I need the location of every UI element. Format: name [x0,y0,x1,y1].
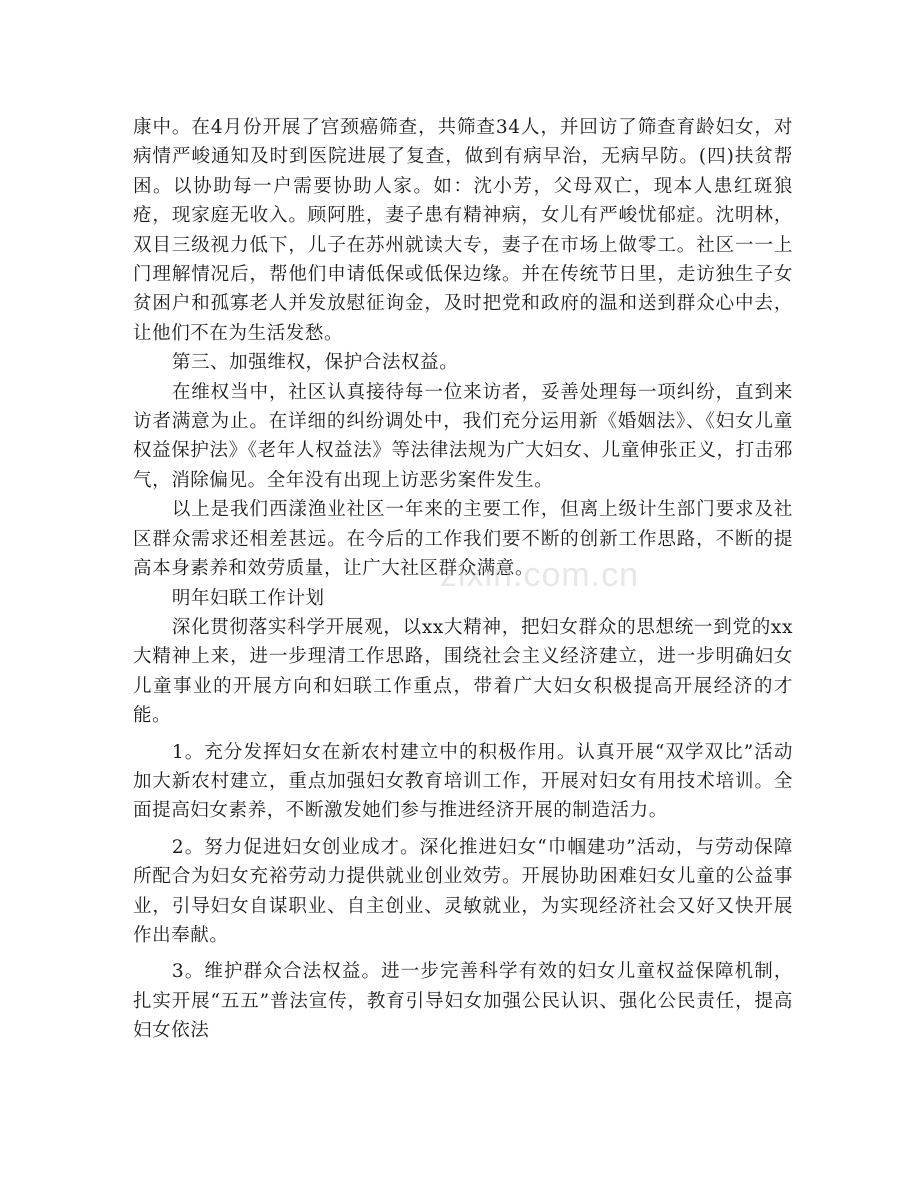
paragraph-4: 以上是我们西漾渔业社区一年来的主要工作，但离上级计生部门要求及社区群众需求还相差甚远。在今后的工作我们要不断的创新工作思路，不断的提高本身素养和效劳质量，让广大社区群众满意。 [133,499,793,580]
paragraph-3: 在维权当中，社区认真接待每一位来访者，妥善处理每一项纠纷，直到来访者满意为止。在详细的纠纷调处中，我们充分运用新《婚姻法》、《妇女儿童权益保护法》《老年人权益法》等法律法规为广大妇女、儿童伸张正义，打击邪气，消除偏见。全年没有出现上访恶劣案件发生。 [133,381,793,491]
paragraph-1: 康中。在4月份开展了宫颈癌筛查，共筛查34人，并回访了筛查育龄妇女，对病情严峻通知及时到医院进展了复查，做到有病早治，无病早防。(四)扶贫帮困。以协助每一户需要协助人家。如：沈小芳，父母双亡，现本人患红斑狼疮，现家庭无收入。顾阿胜，妻子患有精神病，女儿有严峻忧郁症。沈明林，双目三级视力低下，儿子在苏州就读大专，妻子在市场上做零工。社区一一上门理解情况后，帮他们申请低保或低保边缘。并在传统节日里，走访独生子女贫困户和孤寡老人并发放慰征询金，及时把党和政府的温和送到群众心中去，让他们不在为生活发愁。 [133,117,793,344]
paragraph-2-heading: 第三、加强维权，保护合法权益。 [171,352,459,374]
paragraph-8: 2。努力促进妇女创业成才。深化推进妇女“巾帼建功”活动，与劳动保障所配合为妇女充裕劳动力提供就业创业效劳。开展协助困难妇女儿童的公益事业，引导妇女自谋职业、自主创业、灵敏就业，为实现经济社会又好又快开展作出奉献。 [133,836,793,946]
watermark-text: zixin.com.cn [440,556,640,594]
paragraph-6: 深化贯彻落实科学开展观，以xx大精神，把妇女群众的思想统一到党的xx大精神上来，进一步理清工作思路，围绕社会主义经济建立，进一步明确妇女儿童事业的开展方向和妇联工作重点，带着广大妇女积极提高开展经济的才能。 [133,616,793,727]
document-body [133,113,793,1046]
paragraph-7: 1。充分发挥妇女在新农村建立中的积极作用。认真开展“双学双比”活动加大新农村建立，重点加强妇女教育培训工作，开展对妇女有用技术培训。全面提高妇女素养，不断激发她们参与推进经济开展的制造活力。 [133,741,793,822]
paragraph-5-heading: 明年妇联工作计划 [171,587,325,609]
paragraph-9: 3。维护群众合法权益。进一步完善科学有效的妇女儿童权益保障机制，扎实开展“五五”普法宣传，教育引导妇女加强公民认识、强化公民责任，提高妇女依法 [133,961,793,1042]
